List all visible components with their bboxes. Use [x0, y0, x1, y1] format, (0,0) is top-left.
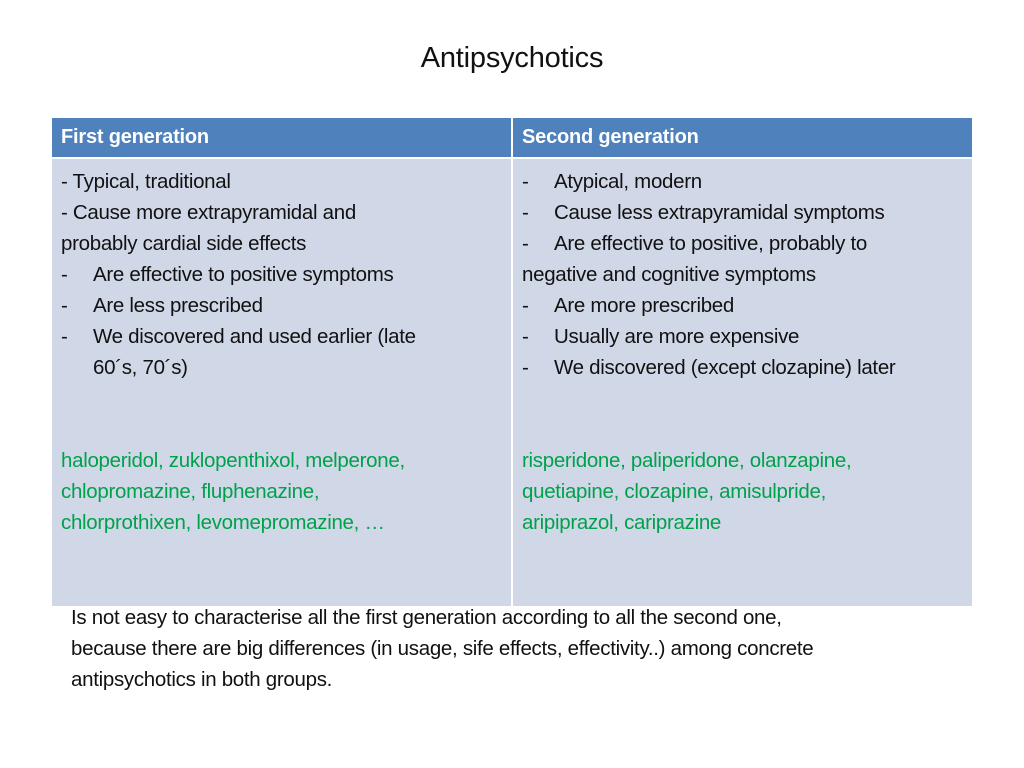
- dash-bullet-icon: -: [61, 325, 68, 348]
- dash-bullet-icon: -: [61, 294, 68, 317]
- header-second-generation: Second generation: [513, 118, 972, 157]
- bullet-text: Usually are more expensive: [554, 325, 800, 348]
- dash-bullet-icon: -: [522, 325, 529, 348]
- cell-second-generation: [513, 159, 972, 606]
- bullet-text: Cause less extrapyramidal symptoms: [554, 201, 885, 224]
- page-title: Antipsychotics: [420, 42, 604, 74]
- header-first-generation: First generation: [52, 118, 511, 157]
- text-line: - Cause more extrapyramidal and: [61, 201, 356, 224]
- bullet-continuation: 60´s, 70´s): [93, 356, 188, 379]
- footnote-line: antipsychotics in both groups.: [71, 668, 333, 691]
- bullet-text: Atypical, modern: [554, 170, 702, 193]
- footnote: [71, 602, 971, 695]
- bullet-item: [61, 321, 503, 352]
- dash-bullet-icon: -: [522, 232, 529, 255]
- drug-list-line: haloperidol, zuklopenthixol, melperone,: [61, 449, 405, 472]
- drug-list-line: quetiapine, clozapine, amisulpride,: [522, 480, 827, 503]
- dash-bullet-icon: -: [61, 263, 68, 286]
- text-line: - Typical, traditional: [61, 170, 231, 193]
- drug-list-line: chlopromazine, fluphenazine,: [61, 480, 320, 503]
- bullet-text: Are less prescribed: [93, 294, 263, 317]
- dash-bullet-icon: -: [522, 294, 529, 317]
- drug-list-line: risperidone, paliperidone, olanzapine,: [522, 449, 852, 472]
- dash-bullet-icon: -: [522, 170, 529, 193]
- bullet-item: [522, 228, 964, 259]
- bullet-text: Are effective to positive, probably to: [554, 232, 867, 255]
- footnote-line: Is not easy to characterise all the first generation according to all the second one,: [71, 606, 782, 629]
- bullet-item: [61, 259, 503, 290]
- bullet-item: [522, 290, 964, 321]
- bullet-text: We discovered (except clozapine) later: [554, 356, 896, 379]
- bullet-text: We discovered and used earlier (late: [93, 325, 416, 348]
- bullet-item: [522, 352, 964, 383]
- dash-bullet-icon: -: [522, 356, 529, 379]
- comparison-table: [52, 118, 972, 606]
- bullet-item: [522, 166, 964, 197]
- bullet-wrap-line: negative and cognitive symptoms: [522, 263, 816, 286]
- text-line: probably cardial side effects: [61, 232, 307, 255]
- bullet-item: [522, 321, 964, 352]
- drug-list-line: chlorprothixen, levomepromazine, …: [61, 511, 385, 534]
- drug-list-line: aripiprazol, cariprazine: [522, 511, 722, 534]
- bullet-text: Are effective to positive symptoms: [93, 263, 394, 286]
- bullet-item: [61, 290, 503, 321]
- footnote-line: because there are big differences (in usage, sife effects, effectivity..) among concrete: [71, 637, 814, 660]
- cell-first-generation: [52, 159, 511, 606]
- dash-bullet-icon: -: [522, 201, 529, 224]
- bullet-text: Are more prescribed: [554, 294, 735, 317]
- bullet-item: [522, 197, 964, 228]
